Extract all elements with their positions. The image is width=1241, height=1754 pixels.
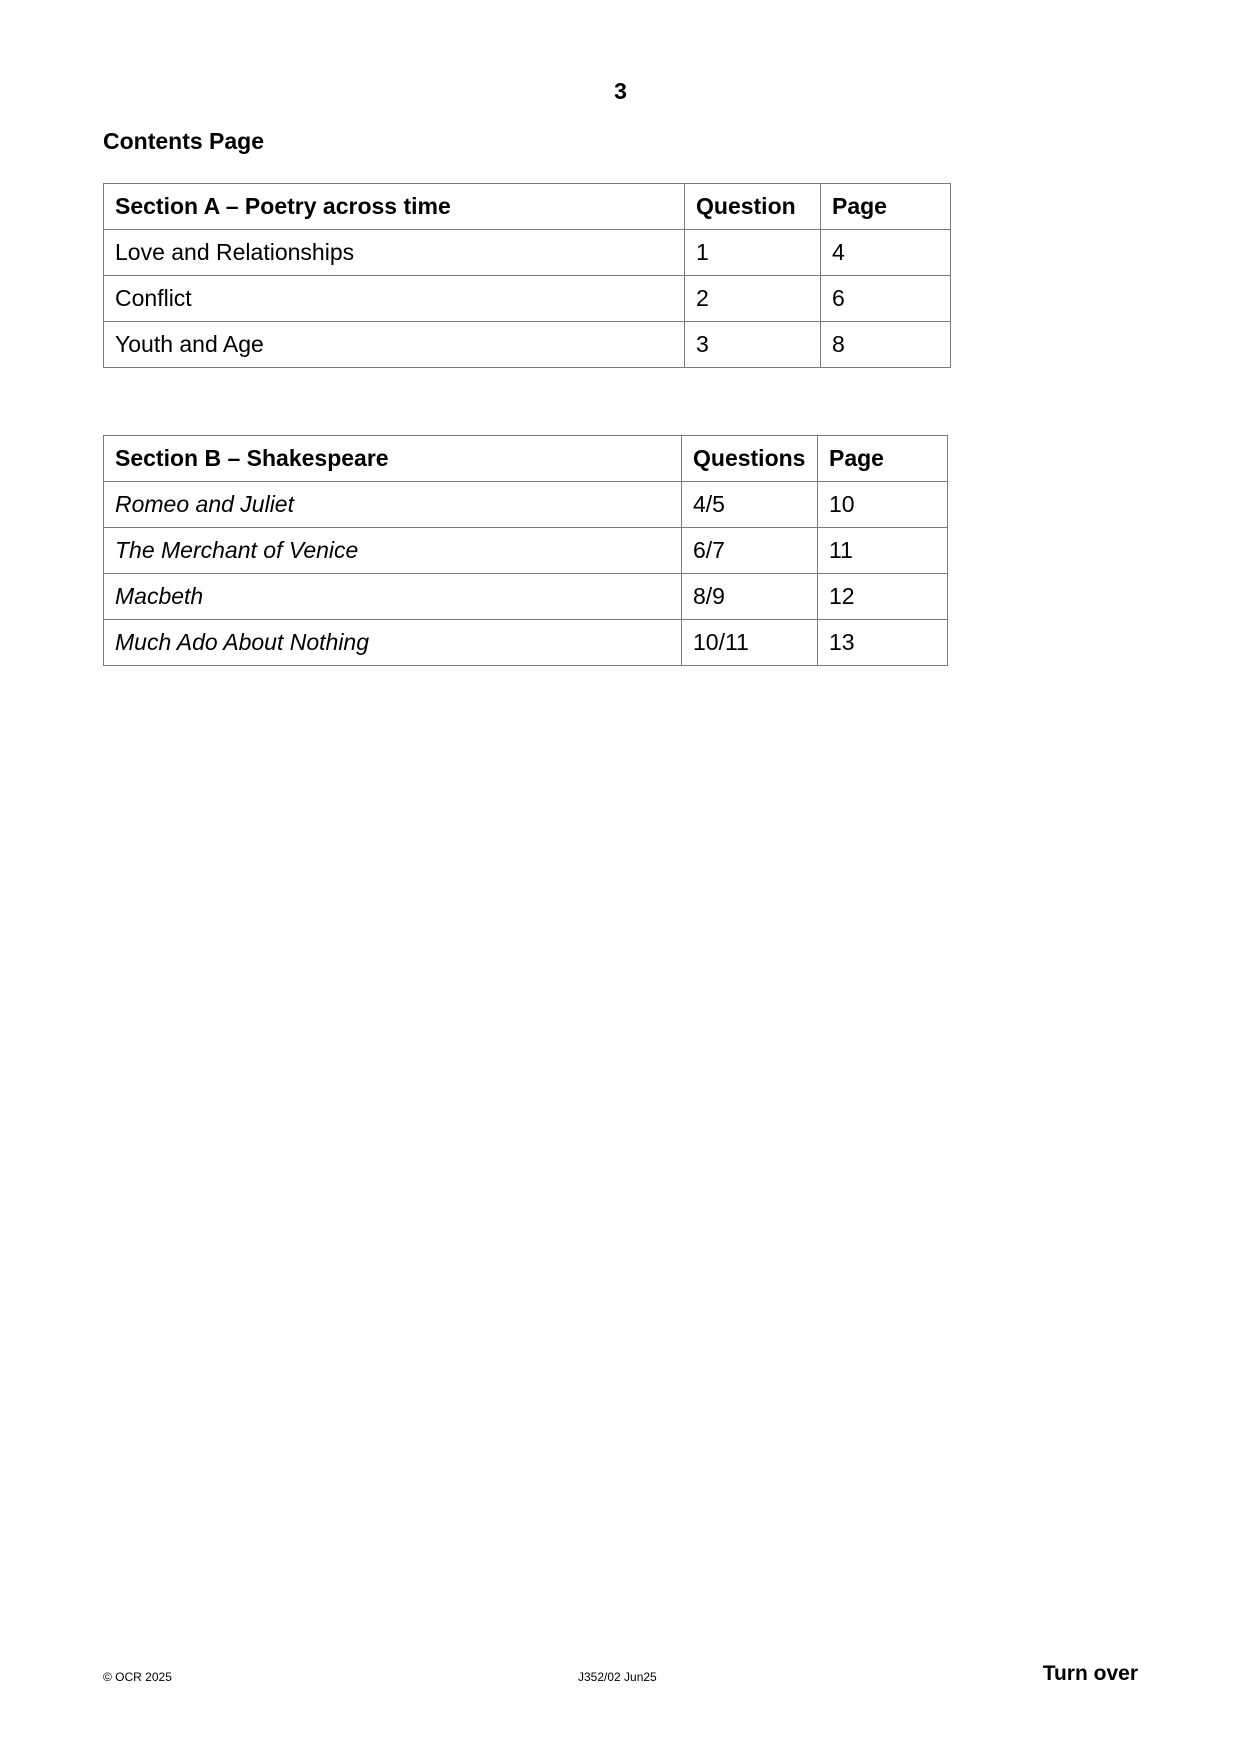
section-b-table [103, 435, 948, 666]
page-cell: 6 [821, 276, 951, 322]
question-header: Question [685, 184, 821, 230]
footer-copyright: © OCR 2025 [103, 1670, 172, 1684]
footer-paper-code: J352/02 Jun25 [578, 1670, 657, 1684]
page-header: Page [821, 184, 951, 230]
play-title-cell: Much Ado About Nothing [104, 620, 682, 666]
footer-turn-over: Turn over [1042, 1662, 1138, 1685]
play-title-cell: The Merchant of Venice [104, 528, 682, 574]
question-cell: 1 [685, 230, 821, 276]
page-number: 3 [614, 78, 627, 104]
table-header-row [104, 436, 948, 482]
questions-cell: 6/7 [682, 528, 818, 574]
table-row [104, 620, 948, 666]
topic-cell: Conflict [104, 276, 685, 322]
question-cell: 2 [685, 276, 821, 322]
table-row [104, 322, 951, 368]
table-row [104, 482, 948, 528]
questions-cell: 10/11 [682, 620, 818, 666]
questions-header: Questions [682, 436, 818, 482]
topic-cell: Love and Relationships [104, 230, 685, 276]
contents-heading: Contents Page [103, 128, 265, 154]
table-row [104, 276, 951, 322]
page-cell: 11 [818, 528, 948, 574]
table-header-row [104, 184, 951, 230]
play-title-cell: Macbeth [104, 574, 682, 620]
table-row [104, 574, 948, 620]
section-a-header: Section A – Poetry across time [104, 184, 685, 230]
section-a-table [103, 183, 951, 368]
page-cell: 10 [818, 482, 948, 528]
topic-cell: Youth and Age [104, 322, 685, 368]
questions-cell: 4/5 [682, 482, 818, 528]
question-cell: 3 [685, 322, 821, 368]
page-cell: 4 [821, 230, 951, 276]
page-cell: 13 [818, 620, 948, 666]
play-title-cell: Romeo and Juliet [104, 482, 682, 528]
questions-cell: 8/9 [682, 574, 818, 620]
section-b-header: Section B – Shakespeare [104, 436, 682, 482]
page-cell: 12 [818, 574, 948, 620]
page-cell: 8 [821, 322, 951, 368]
page-header: Page [818, 436, 948, 482]
table-row [104, 230, 951, 276]
table-row [104, 528, 948, 574]
